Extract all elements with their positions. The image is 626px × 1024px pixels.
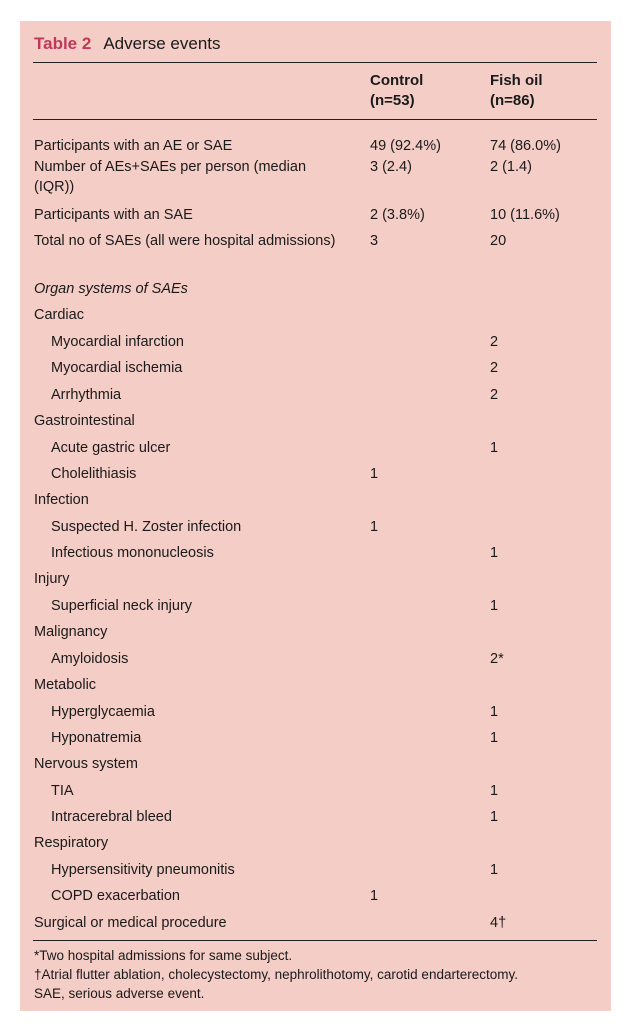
row-label: TIA xyxy=(51,783,74,799)
header-fish-oil-n: (n=86) xyxy=(490,92,535,109)
cell-control: 1 xyxy=(370,466,379,482)
cell-fish-oil: 20 xyxy=(490,233,507,249)
cell-control: 3 xyxy=(370,233,379,249)
cell-control: 49 (92.4%) xyxy=(370,138,441,154)
row-label: Surgical or medical procedure xyxy=(34,915,227,931)
row-label: Respiratory xyxy=(34,835,109,851)
cell-fish-oil: 1 xyxy=(490,730,499,746)
row-label: Hyponatremia xyxy=(51,730,142,746)
cell-fish-oil: 1 xyxy=(490,598,499,614)
row-label: Gastrointestinal xyxy=(34,413,135,429)
row-label: Participants with an SAE xyxy=(34,207,193,223)
header-fish-oil xyxy=(490,71,543,111)
bottom-rule xyxy=(33,940,597,941)
row-label: Cholelithiasis xyxy=(51,466,137,482)
row-label: Hypersensitivity pneumonitis xyxy=(51,862,235,878)
row-label: Infection xyxy=(34,492,89,508)
cell-control: 1 xyxy=(370,519,379,535)
row-label: Injury xyxy=(34,571,70,587)
cell-fish-oil: 74 (86.0%) xyxy=(490,138,561,154)
cell-fish-oil: 2 (1.4) xyxy=(490,159,532,175)
row-label: Myocardial infarction xyxy=(51,334,184,350)
row-label: Malignancy xyxy=(34,624,108,640)
table-caption: Adverse events xyxy=(103,34,221,53)
row-label: Total no of SAEs (all were hospital admissions) xyxy=(34,233,336,249)
cell-fish-oil: 2 xyxy=(490,334,499,350)
row-label: Metabolic xyxy=(34,677,97,693)
top-rule xyxy=(33,62,597,63)
footnotes xyxy=(34,946,599,1003)
cell-fish-oil: 1 xyxy=(490,862,499,878)
cell-fish-oil: 1 xyxy=(490,809,499,825)
row-label: Hyperglycaemia xyxy=(51,704,155,720)
row-label: Acute gastric ulcer xyxy=(51,440,171,456)
row-label: Participants with an AE or SAE xyxy=(34,138,233,154)
row-label: Organ systems of SAEs xyxy=(34,281,188,297)
footnote: †Atrial flutter ablation, cholecystectomy, nephrolithotomy, carotid endarterectomy. xyxy=(34,967,518,982)
cell-fish-oil: 2* xyxy=(490,651,504,667)
cell-fish-oil: 1 xyxy=(490,704,499,720)
header-fish-oil-name: Fish oil xyxy=(490,72,543,89)
cell-control: 2 (3.8%) xyxy=(370,207,425,223)
cell-fish-oil: 4† xyxy=(490,915,507,931)
cell-fish-oil: 10 (11.6%) xyxy=(490,207,560,223)
table-panel xyxy=(20,21,611,1011)
table-label: Table 2 xyxy=(34,34,92,53)
row-label: Suspected H. Zoster infection xyxy=(51,519,242,535)
row-label: Infectious mononucleosis xyxy=(51,545,214,561)
cell-control: 1 xyxy=(370,888,379,904)
header-control-name: Control xyxy=(370,72,424,89)
row-label: COPD exacerbation xyxy=(51,888,180,904)
row-label: Myocardial ischemia xyxy=(51,360,183,376)
footnote: *Two hospital admissions for same subject. xyxy=(34,948,293,963)
cell-fish-oil: 2 xyxy=(490,360,499,376)
row-label: Intracerebral bleed xyxy=(51,809,172,825)
cell-control: 3 (2.4) xyxy=(370,159,412,175)
footnote: SAE, serious adverse event. xyxy=(34,986,205,1001)
row-label: Number of AEs+SAEs per person (median (IQR)) xyxy=(34,159,307,195)
row-label: Superficial neck injury xyxy=(51,598,193,614)
header-control xyxy=(370,71,423,111)
row-label: Arrhythmia xyxy=(51,387,122,403)
cell-fish-oil: 1 xyxy=(490,783,499,799)
row-label: Amyloidosis xyxy=(51,651,129,667)
row-label: Cardiac xyxy=(34,307,84,323)
header-rule xyxy=(33,119,597,120)
cell-fish-oil: 2 xyxy=(490,387,499,403)
table-title xyxy=(34,33,221,55)
cell-fish-oil: 1 xyxy=(490,440,499,456)
header-control-n: (n=53) xyxy=(370,92,415,109)
cell-fish-oil: 1 xyxy=(490,545,499,561)
row-label: Nervous system xyxy=(34,756,138,772)
